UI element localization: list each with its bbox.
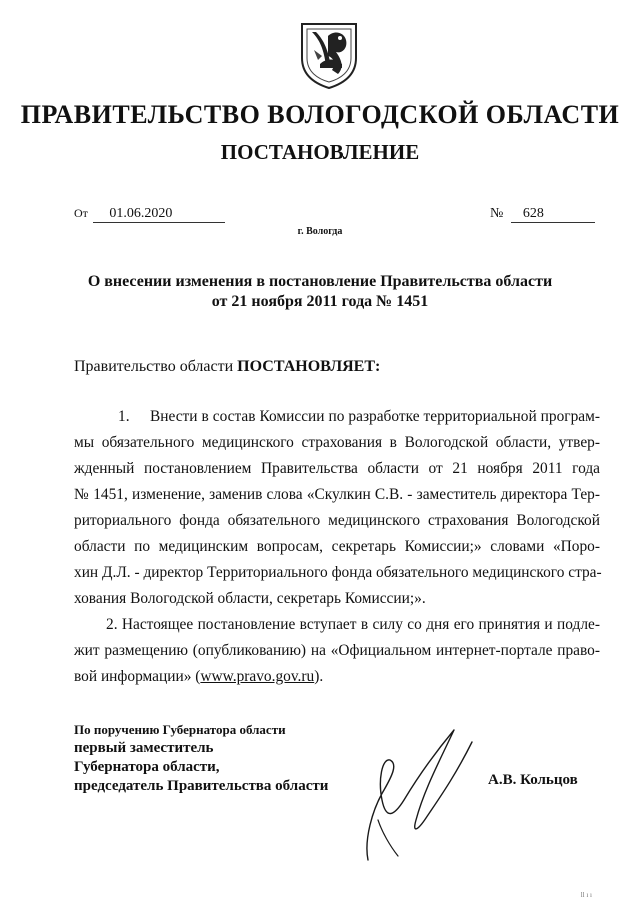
subject-line-1: О внесении изменения в постановление Правительства области [87, 273, 553, 290]
paragraph-2-line: жит размещению (опубликованию) на «Официальном интернет-портале право- [74, 642, 600, 659]
signatory-line-4: председатель Правительства области [74, 778, 329, 794]
signatory-title [74, 720, 328, 796]
vologda-coat-of-arms-icon [298, 20, 360, 90]
city: г. Вологда [297, 226, 343, 237]
signatory-line-2: первый заместитель [74, 740, 214, 756]
paragraph-1-line: хования Вологодской области, секретарь Комиссии;». [74, 590, 426, 607]
document-type: ПОСТАНОВЛЕНИЕ [220, 140, 420, 164]
paragraph-2-text: вой информации» ( [74, 668, 201, 685]
resolves-line [74, 358, 380, 376]
paragraph-1-line: области по медицинским вопросам, секретарь Комиссии;» словами «Поро- [74, 538, 600, 555]
paragraph-1-text: Внести в состав Комиссии по разработке территориальной програм- [150, 408, 600, 425]
handwritten-signature-icon [354, 720, 494, 870]
date-value: 01.06.2020 [93, 206, 225, 223]
paragraph-1-line: риториального фонда обязательного медицинского страхования Вологодской [74, 512, 600, 529]
paragraph-2-line: 2. Настоящее постановление вступает в силу со дня его принятия и подле- [106, 616, 600, 633]
paragraph-2-line [74, 664, 600, 690]
paragraph-1-line: мы обязательного медицинского страхования в Вологодской области, утвер- [74, 434, 600, 451]
subject-line-2: от 21 ноября 2011 года № 1451 [211, 293, 429, 310]
date-prefix: От [74, 206, 88, 220]
paragraph-2-text-end: ). [314, 668, 324, 685]
paragraph-1-line [74, 404, 600, 430]
paragraph-1-number: 1. [118, 408, 130, 425]
resolves-keyword: ПОСТАНОВЛЯЕТ: [237, 358, 381, 375]
paragraph-1-line: хин Д.Л. - директор Территориального фонда обязательного медицинского стра- [74, 564, 602, 581]
signatory-name: А.В. Кольцов [488, 772, 578, 788]
resolves-prefix: Правительство области [74, 358, 234, 375]
paragraph-1-line: жденный постановлением Правительства области от 21 ноября 2011 года [74, 460, 600, 477]
document-subject [80, 272, 560, 312]
document-date [74, 206, 225, 223]
signatory-line-1: По поручению Губернатора области [74, 722, 286, 737]
number-prefix: № [490, 206, 504, 221]
pravo-portal-link[interactable]: www.pravo.gov.ru [200, 668, 315, 685]
signatory-line-3: Губернатора области, [74, 759, 220, 775]
paragraph-1-line: № 1451, изменение, заменив слова «Скулкин С.В. - заместитель директора Тер- [74, 486, 600, 503]
document-body [74, 404, 600, 690]
document-number [490, 206, 595, 223]
number-value: 628 [511, 206, 595, 223]
government-name: ПРАВИТЕЛЬСТВО ВОЛОГОДСКОЙ ОБЛАСТИ [20, 100, 620, 129]
page-marks: ll ı ı [580, 891, 592, 899]
